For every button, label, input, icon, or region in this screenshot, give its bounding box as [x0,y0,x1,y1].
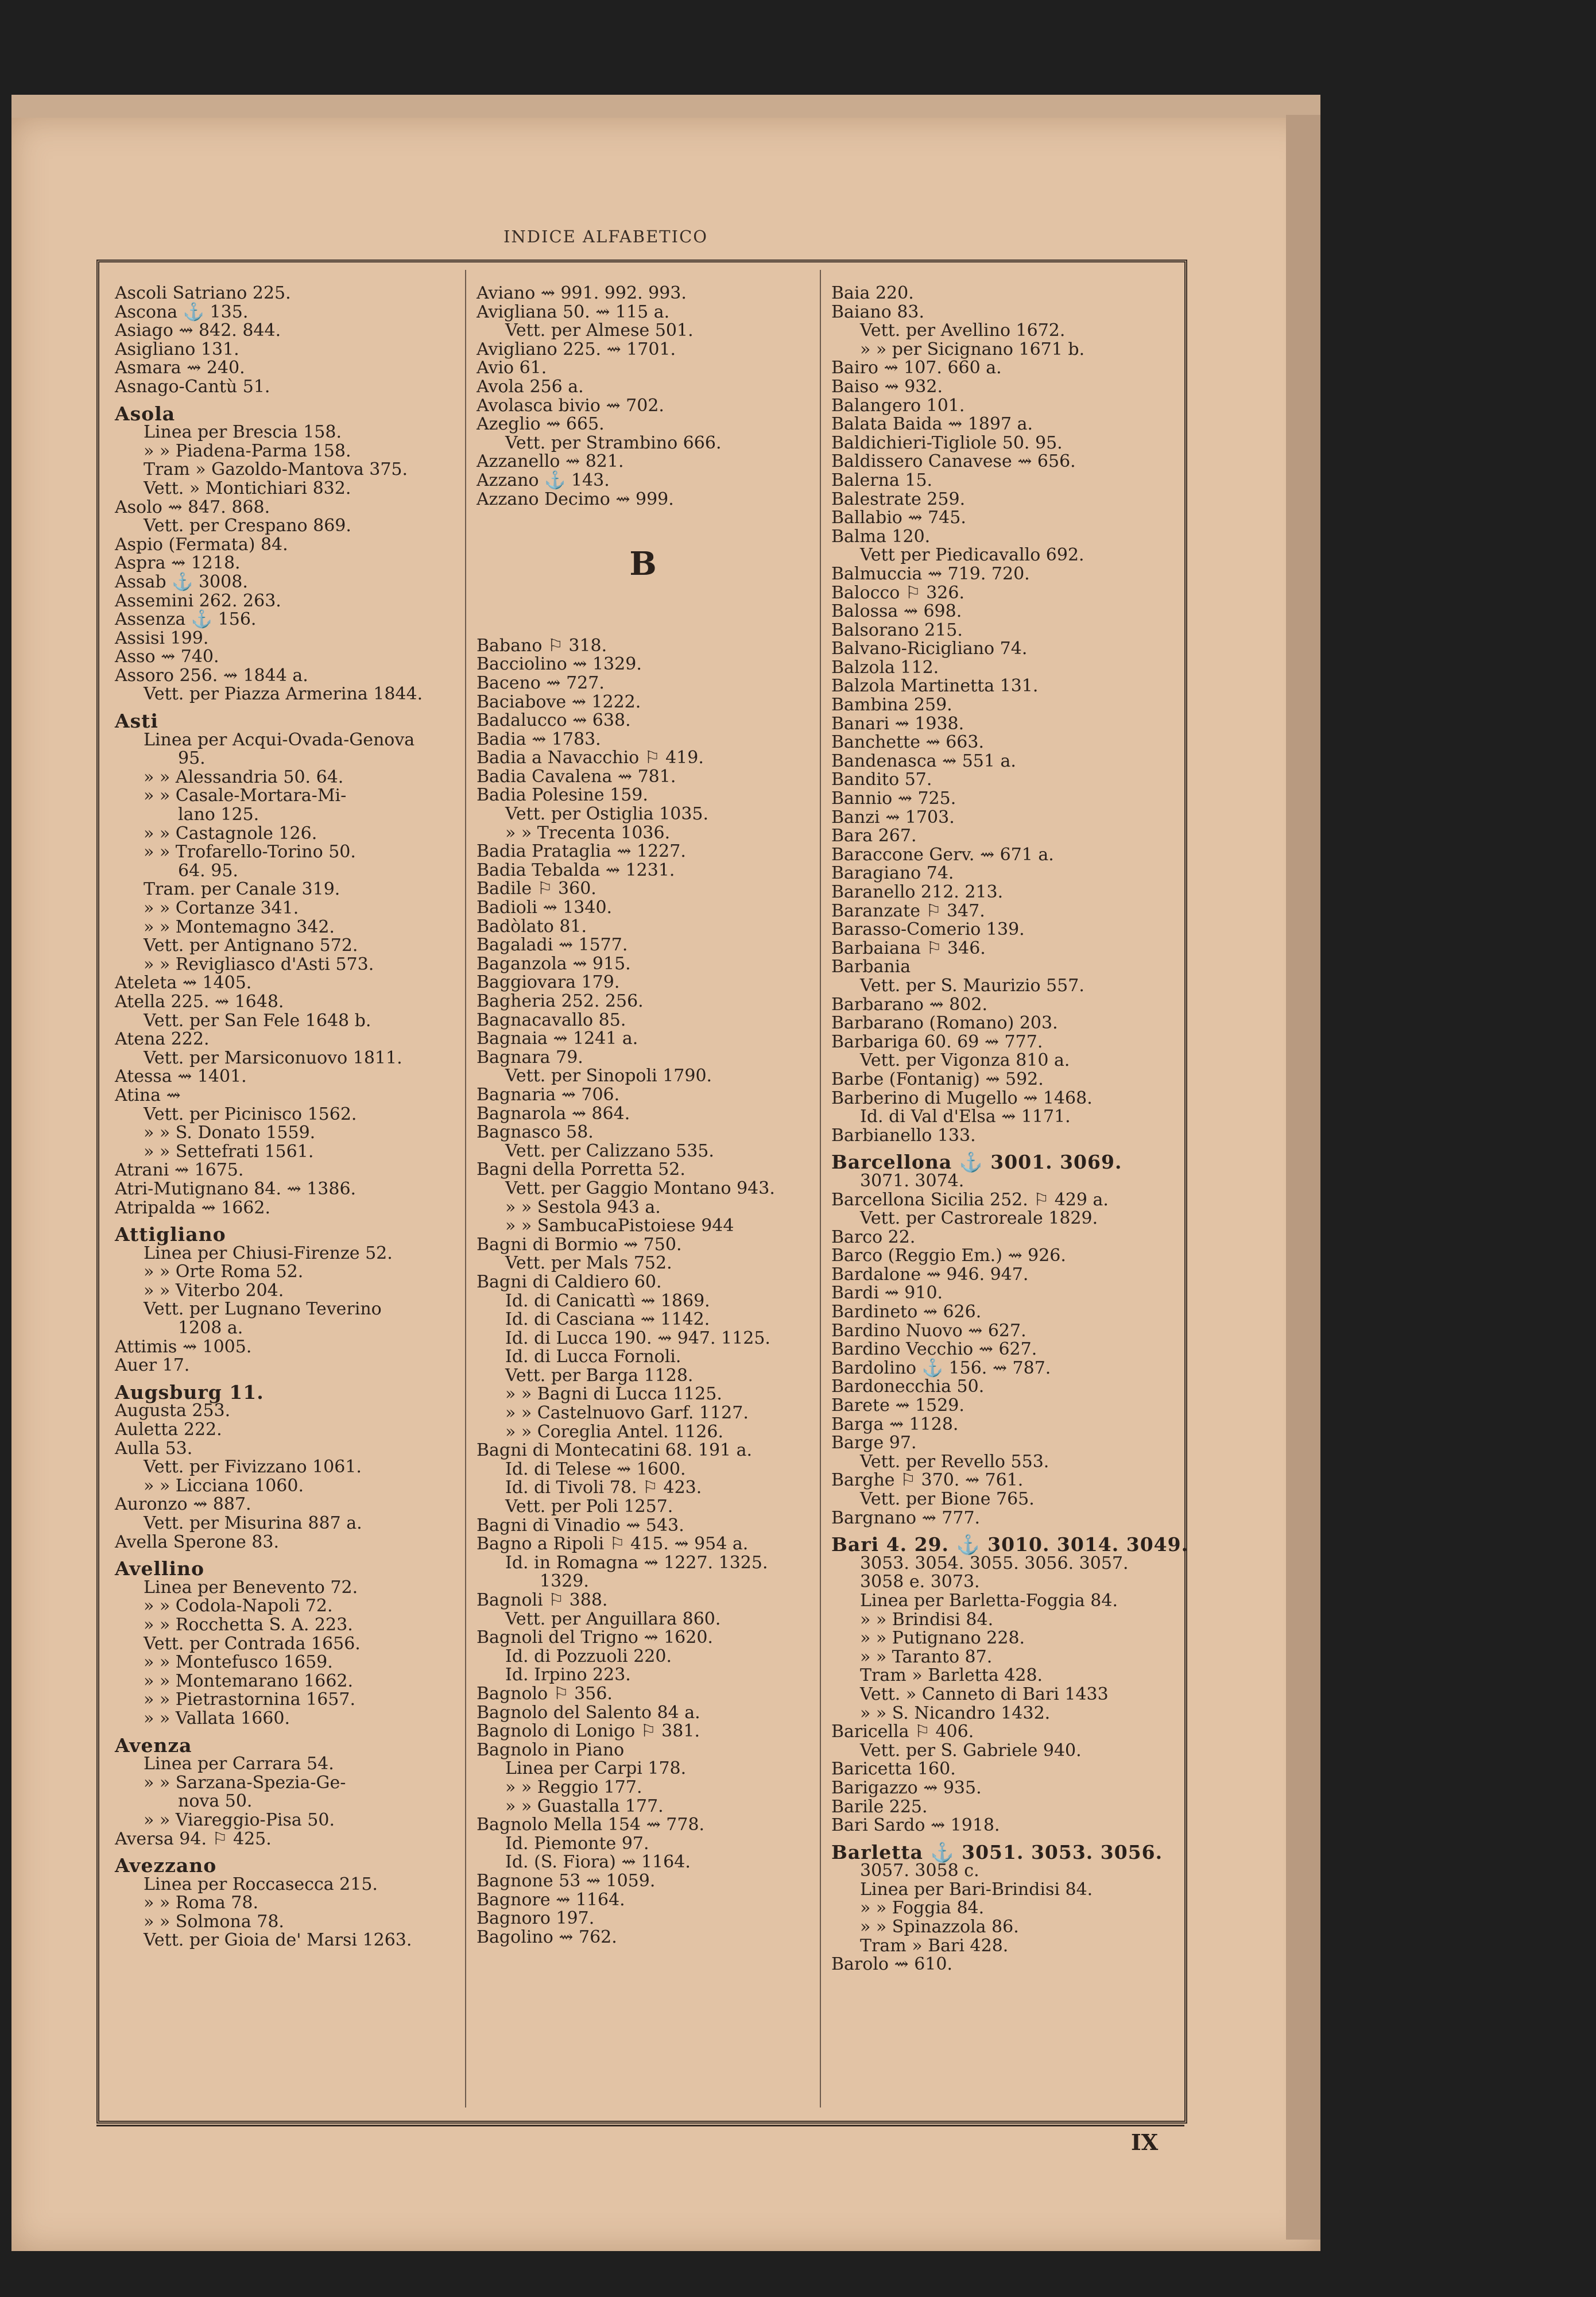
index-entry: Vett. per Revello 553. [860,1451,1049,1472]
index-entry: » » Codola-Napoli 72. [144,1596,333,1617]
index-entry: Balmuccia ⇝ 719. 720. [831,563,1030,584]
index-entry: Asolo ⇝ 847. 868. [115,497,270,517]
index-entry: Badia a Navacchio ⚐ 419. [477,748,704,768]
index-entry: Aviano ⇝ 991. 992. 993. [477,283,687,303]
index-entry: Bardalone ⇝ 946. 947. [831,1264,1029,1285]
index-entry: Bagnore ⇝ 1164. [477,1889,625,1910]
index-entry: » » SambucaPistoiese 944 [505,1216,734,1236]
index-entry: » » Settefrati 1561. [144,1141,314,1162]
index-entry: Bagni di Bormio ⇝ 750. [477,1234,682,1255]
index-entry: Vett. » Canneto di Bari 1433 [860,1684,1109,1704]
index-entry: » » Foggia 84. [860,1898,985,1919]
index-entry: » » Spinazzola 86. [860,1917,1019,1938]
index-entry: Vett. per Contrada 1656. [144,1633,361,1654]
index-entry: Balocco ⚐ 326. [831,582,965,603]
index-entry: Linea per Carrara 54. [144,1754,334,1774]
index-entry: Avella Sperone 83. [115,1532,279,1552]
index-entry: Linea per Barletta-Foggia 84. [860,1590,1118,1611]
index-entry: Balerna 15. [831,470,933,490]
index-heading: Asola [115,402,176,425]
index-entry: Id. (S. Fiora) ⇝ 1164. [505,1852,691,1873]
index-column-2 [477,284,809,1947]
index-entry: Baiso ⇝ 932. [831,376,943,397]
index-entry: » » Castagnole 126. [144,823,317,844]
index-entry: Linea per Brescia 158. [144,422,342,443]
index-entry: Badia Cavalena ⇝ 781. [477,766,676,787]
index-entry: Atrani ⇝ 1675. [115,1160,244,1181]
index-entry: 3053. 3054. 3055. 3056. 3057. [860,1553,1129,1573]
index-entry: Barile 225. [831,1796,928,1817]
index-entry: Badia Prataglia ⇝ 1227. [477,841,686,862]
index-entry: Vett. per Crespano 869. [144,516,351,536]
index-entry: Avio 61. [477,358,547,378]
index-entry: » » Licciana 1060. [144,1475,304,1496]
index-entry: 64. 95. [178,860,238,881]
index-entry: Barberino di Mugello ⇝ 1468. [831,1088,1093,1108]
index-entry: Bardonecchia 50. [831,1376,985,1397]
index-entry: Bagnolo ⚐ 356. [477,1683,613,1704]
index-entry: Assenza ⚓ 156. [115,609,257,630]
index-entry: Bandenasca ⇝ 551 a. [831,751,1016,771]
index-entry: » » Alessandria 50. 64. [144,767,344,787]
index-entry: Vett. per Vigonza 810 a. [860,1050,1070,1071]
index-entry: Baragiano 74. [831,863,954,884]
index-entry: Balma 120. [831,526,931,547]
index-entry: Vett. per Antignano 572. [144,935,358,956]
index-entry: Augusta 253. [115,1401,231,1421]
index-entry: Bardolino ⚓ 156. ⇝ 787. [831,1358,1051,1378]
index-entry: Id. in Romagna ⇝ 1227. 1325. [505,1552,768,1573]
index-entry: Banari ⇝ 1938. [831,713,964,734]
index-entry: Barga ⇝ 1128. [831,1414,959,1434]
index-entry: Bari Sardo ⇝ 1918. [831,1815,1000,1836]
index-entry: Linea per Bari-Brindisi 84. [860,1879,1093,1900]
index-entry: Linea per Acqui-Ovada-Genova [144,729,415,750]
index-entry: Auer 17. [115,1355,190,1376]
index-entry: Vett. per Sinopoli 1790. [505,1066,712,1086]
index-entry: Assisi 199. [115,628,209,648]
page-number: IX [1131,2129,1159,2155]
index-entry: Baranello 212. 213. [831,882,1004,902]
index-entry: Avola 256 a. [477,376,584,397]
index-entry: » » Roma 78. [144,1893,259,1913]
index-heading: Avezzano [115,1854,217,1877]
index-entry: Balvano-Ricigliano 74. [831,639,1028,659]
index-entry: Barigazzo ⇝ 935. [831,1777,982,1798]
index-entry: » » Vallata 1660. [144,1708,290,1728]
index-entry: Bagnaia ⇝ 1241 a. [477,1028,638,1049]
index-entry: Badòlato 81. [477,916,587,937]
index-entry: Baggiovara 179. [477,972,620,993]
index-entry: Vett. per Poli 1257. [505,1496,673,1517]
index-entry: » » Putignano 228. [860,1628,1025,1649]
index-entry: Vett. per Misurina 887 a. [144,1513,362,1533]
index-entry: Balzola 112. [831,657,939,678]
index-entry: » » Sarzana-Spezia-Ge- [144,1772,346,1793]
index-entry: Bagnarola ⇝ 864. [477,1103,630,1124]
index-entry: Barbania [831,957,911,977]
index-entry: Bagno a Ripoli ⚐ 415. ⇝ 954 a. [477,1534,749,1554]
index-entry: Linea per Roccasecca 215. [144,1874,378,1894]
section-letter: B [629,545,657,583]
index-entry: Atella 225. ⇝ 1648. [115,991,284,1012]
index-heading: Avenza [115,1734,192,1757]
index-entry: Azzano ⚓ 143. [477,470,610,490]
index-heading: Attigliano [115,1223,226,1246]
index-entry: 3057. 3058 c. [860,1861,979,1881]
index-entry: Asso ⇝ 740. [115,647,219,667]
index-entry: » » Castelnuovo Garf. 1127. [505,1403,749,1424]
index-entry: Baiano 83. [831,301,925,322]
index-column-3 [831,283,1189,1975]
index-entry: Bagolino ⇝ 762. [477,1927,617,1947]
index-entry: » » Coreglia Antel. 1126. [505,1421,724,1442]
index-entry: Barbianello 133. [831,1125,976,1146]
index-heading: Barletta ⚓ 3051. 3053. 3056. [831,1840,1163,1863]
index-entry: Barete ⇝ 1529. [831,1395,964,1416]
index-entry: Avigliano 225. ⇝ 1701. [477,339,676,359]
index-entry: Bara 267. [831,826,917,846]
index-entry: Bagnone 53 ⇝ 1059. [477,1870,656,1891]
index-entry: » » Solmona 78. [144,1911,284,1932]
index-entry: Vett. per Piazza Armerina 1844. [144,684,423,705]
index-entry: Vett. per Picinisco 1562. [144,1104,357,1124]
index-entry: Badia ⇝ 1783. [477,729,601,749]
index-entry: Vett. per Lugnano Teverino [144,1299,382,1320]
index-entry: » » Sestola 943 a. [505,1197,661,1217]
index-entry: Bacciolino ⇝ 1329. [477,654,642,675]
index-entry: Bagnoli del Trigno ⇝ 1620. [477,1627,713,1648]
index-entry: Tram. per Canale 319. [144,879,340,900]
index-entry: Barbe (Fontanig) ⇝ 592. [831,1069,1044,1089]
index-entry: Balata Baida ⇝ 1897 a. [831,414,1033,435]
index-entry: Id. di Lucca 190. ⇝ 947. 1125. [505,1328,770,1348]
index-entry: Id. Irpino 223. [505,1665,631,1685]
index-entry: Badioli ⇝ 1340. [477,898,613,918]
index-entry: Badia Polesine 159. [477,785,648,806]
index-entry: Aulla 53. [115,1438,193,1459]
index-entry: Balangero 101. [831,395,965,416]
index-entry: » » Orte Roma 52. [144,1262,304,1282]
index-heading: Barcellona ⚓ 3001. 3069. [831,1151,1122,1174]
index-entry: Bagnolo di Lonigo ⚐ 381. [477,1721,700,1742]
index-entry: Balestrate 259. [831,489,966,509]
page-header: INDICE ALFABETICO [503,227,708,246]
index-entry: Id. di Tivoli 78. ⚐ 423. [505,1478,702,1498]
index-entry: 3071. 3074. [860,1170,964,1191]
index-entry: » » Rocchetta S. A. 223. [144,1614,353,1635]
index-entry: Linea per Benevento 72. [144,1577,358,1598]
index-entry: Baricella ⚐ 406. [831,1722,974,1742]
index-entry: Atena 222. [115,1029,210,1050]
index-entry: Barbariga 60. 69 ⇝ 777. [831,1031,1043,1052]
index-entry: Asnago-Cantù 51. [115,376,270,397]
index-entry: Vett. per Mals 752. [505,1253,672,1274]
index-entry: 95. [178,748,206,769]
index-entry: Linea per Chiusi-Firenze 52. [144,1243,393,1263]
index-entry: Assab ⚓ 3008. [115,571,248,592]
index-entry: Vett. per Marsiconuovo 1811. [144,1047,402,1068]
index-entry: Vett. per Fivizzano 1061. [144,1457,362,1478]
index-entry: » » Montemagno 342. [144,917,335,937]
index-entry: Baraccone Gerv. ⇝ 671 a. [831,844,1054,865]
index-entry: Bagnaria ⇝ 706. [477,1084,620,1105]
index-entry: » » Montefusco 1659. [144,1652,333,1673]
index-entry: » » Revigliasco d'Asti 573. [144,954,374,975]
index-entry: » » Guastalla 177. [505,1796,664,1816]
index-entry: Avigliana 50. ⇝ 115 a. [477,301,670,322]
index-entry: Attimis ⇝ 1005. [115,1336,252,1357]
index-entry: » » Bagni di Lucca 1125. [505,1384,722,1405]
index-entry: Vett. per S. Maurizio 557. [860,975,1084,996]
index-entry: Vett. per Strambino 666. [505,432,722,453]
index-entry: Assoro 256. ⇝ 1844 a. [115,665,308,686]
index-entry: 1329. [540,1571,589,1592]
index-entry: Id. di Telese ⇝ 1600. [505,1459,686,1479]
index-entry: Bagaladi ⇝ 1577. [477,935,628,956]
index-entry: Bagheria 252. 256. [477,991,644,1011]
index-entry: Atri-Mutignano 84. ⇝ 1386. [115,1178,357,1199]
index-entry: Bagni della Porretta 52. [477,1159,685,1180]
index-entry: Balzola Martinetta 131. [831,676,1039,697]
index-entry: Baldichieri-Tigliole 50. 95. [831,432,1063,453]
index-entry: Bandito 57. [831,769,932,790]
index-entry: » » Pietrastornina 1657. [144,1689,355,1710]
index-entry: Badia Tebalda ⇝ 1231. [477,860,675,880]
column-rule [820,270,821,2107]
index-entry: Auronzo ⇝ 887. [115,1494,251,1515]
index-entry: Linea per Carpi 178. [505,1758,687,1779]
index-entry: Bagnacavallo 85. [477,1010,626,1030]
index-entry: Id. di Val d'Elsa ⇝ 1171. [860,1107,1071,1127]
index-entry: » » Viareggio-Pisa 50. [144,1809,335,1830]
index-entry: Banzi ⇝ 1703. [831,807,955,827]
index-entry: Asigliano 131. [115,339,239,359]
index-entry: Tram » Bari 428. [860,1935,1009,1956]
index-entry: Barbarano (Romano) 203. [831,1013,1058,1034]
index-entry: Bagnasco 58. [477,1122,594,1143]
index-entry: 3058 e. 3073. [860,1572,980,1592]
index-heading: Bari 4. 29. ⚓ 3010. 3014. 3049. [831,1533,1189,1556]
index-entry: Barcellona Sicilia 252. ⚐ 429 a. [831,1189,1109,1210]
page-edge [1286,115,1320,2240]
index-entry: Atina ⇝ [115,1085,181,1105]
index-entry: » » Cortanze 341. [144,898,299,918]
index-entry: Azzano Decimo ⇝ 999. [477,489,674,509]
index-entry: Vett. per San Fele 1648 b. [144,1010,371,1031]
index-entry: Bardino Nuovo ⇝ 627. [831,1320,1026,1341]
index-entry: Azeglio ⇝ 665. [477,414,605,435]
index-heading: Asti [115,710,158,733]
index-entry: Asmara ⇝ 240. [115,358,245,378]
index-entry: lano 125. [178,805,259,825]
index-entry: Bagnolo del Salento 84 a. [477,1702,700,1723]
index-entry: Baceno ⇝ 727. [477,672,605,693]
index-entry: Baciabove ⇝ 1222. [477,691,641,712]
index-entry: Bardino Vecchio ⇝ 627. [831,1339,1037,1360]
index-entry: Bagni di Montecatini 68. 191 a. [477,1440,753,1461]
index-entry: Id. di Casciana ⇝ 1142. [505,1309,710,1330]
index-entry: Barbaiana ⚐ 346. [831,938,986,958]
index-column-1 [115,284,459,1950]
index-entry: Bannio ⇝ 725. [831,788,956,809]
index-entry: Bagnolo in Piano [477,1739,625,1760]
index-entry: Banchette ⇝ 663. [831,732,985,753]
index-entry: Bairo ⇝ 107. 660 a. [831,358,1002,378]
index-entry: Vett. per Gioia de' Marsi 1263. [144,1930,412,1951]
index-entry: Vett. per S. Gabriele 940. [860,1740,1082,1761]
index-entry: Baia 220. [831,283,914,303]
index-entry: Bagnoro 197. [477,1908,595,1929]
index-entry: Vett. per Barga 1128. [505,1365,694,1386]
index-entry: Barasso-Comerio 139. [831,919,1025,940]
index-entry: » » Piadena-Parma 158. [144,440,351,461]
index-entry: Baldissero Canavese ⇝ 656. [831,451,1076,472]
index-entry: Babano ⚐ 318. [477,635,607,656]
index-entry: Vett. per Bione 765. [860,1489,1035,1509]
index-entry: Barbarano ⇝ 802. [831,994,987,1015]
index-entry: » » Reggio 177. [505,1777,642,1797]
bottom-rule [96,2125,1184,2126]
index-entry: Bardi ⇝ 910. [831,1283,943,1304]
index-entry: Aversa 94. ⚐ 425. [115,1828,272,1849]
index-entry: Bagni di Vinadio ⇝ 543. [477,1515,684,1536]
index-entry: Vett. per Anguillara 860. [505,1608,721,1629]
index-entry: Bargnano ⇝ 777. [831,1507,981,1528]
index-entry: » » Taranto 87. [860,1646,993,1667]
index-entry: » » S. Donato 1559. [144,1123,316,1143]
index-entry: » » Montemarano 1662. [144,1670,354,1691]
index-entry: » » Viterbo 204. [144,1280,284,1301]
index-entry: Balsorano 215. [831,620,963,640]
index-entry: Vett per Piedicavallo 692. [860,545,1084,566]
index-entry: 1208 a. [178,1318,243,1339]
index-entry: Aspra ⇝ 1218. [115,553,241,574]
index-entry: Bagnolo Mella 154 ⇝ 778. [477,1815,705,1835]
index-entry: » » per Sicignano 1671 b. [860,339,1085,359]
index-entry: Vett. » Montichiari 832. [144,478,351,498]
index-entry: Vett. per Almese 501. [505,320,694,341]
index-entry: Barolo ⇝ 610. [831,1954,952,1975]
index-entry: Baranzate ⚐ 347. [831,900,985,921]
index-entry: Balossa ⇝ 698. [831,601,962,622]
index-entry: Baricetta 160. [831,1759,956,1780]
index-entry: » » S. Nicandro 1432. [860,1703,1051,1723]
index-entry: Avolasca bivio ⇝ 702. [477,395,664,416]
index-entry: Vett. per Avellino 1672. [860,320,1066,341]
index-entry: Barge 97. [831,1433,917,1453]
index-entry: Ascona ⚓ 135. [115,301,249,322]
index-entry: Ascoli Satriano 225. [115,283,291,303]
column-rule [465,270,466,2107]
index-entry: Id. di Canicattì ⇝ 1869. [505,1290,710,1311]
index-entry: Id. di Pozzuoli 220. [505,1646,672,1666]
index-entry: Vett. per Gaggio Montano 943. [505,1178,775,1198]
index-entry: Bambina 259. [831,695,952,716]
index-entry: Bardineto ⇝ 626. [831,1302,982,1322]
index-entry: Assemini 262. 263. [115,590,281,611]
index-entry: » » Trofarello-Torino 50. [144,842,356,863]
index-entry: Ballabio ⇝ 745. [831,508,966,528]
index-entry: Barco (Reggio Em.) ⇝ 926. [831,1246,1066,1266]
index-entry: Barco 22. [831,1227,916,1247]
index-entry: Barghe ⚐ 370. ⇝ 761. [831,1470,1024,1491]
index-heading: Avellino [115,1557,205,1580]
index-entry: Bagnara 79. [477,1047,583,1068]
index-entry: Badalucco ⇝ 638. [477,710,631,731]
index-entry: Tram » Gazoldo-Mantova 375. [144,459,408,480]
index-entry: Vett. per Ostiglia 1035. [505,804,709,825]
index-heading: Augsburg 11. [115,1380,264,1403]
index-entry: Vett. per Castroreale 1829. [860,1208,1098,1229]
index-entry: Atessa ⇝ 1401. [115,1066,247,1087]
index-entry: Tram » Barletta 428. [860,1665,1043,1686]
index-entry: Badile ⚐ 360. [477,879,596,899]
index-entry: » » Casale-Mortara-Mi- [144,786,347,806]
index-entry: Baganzola ⇝ 915. [477,953,631,974]
index-entry: Vett. per Calizzano 535. [505,1140,714,1161]
index-entry: Auletta 222. [115,1420,222,1440]
index-entry: Bagni di Caldiero 60. [477,1271,662,1292]
index-entry: nova 50. [178,1791,253,1812]
index-entry: Ateleta ⇝ 1405. [115,973,252,993]
index-entry: » » Brindisi 84. [860,1609,994,1630]
index-entry: Id. di Lucca Fornoli. [505,1347,681,1367]
index-entry: Azzanello ⇝ 821. [477,451,624,472]
index-entry: Atripalda ⇝ 1662. [115,1197,270,1218]
index-entry: Aspio (Fermata) 84. [115,534,288,555]
index-entry: Id. Piemonte 97. [505,1833,649,1854]
index-entry: » » Trecenta 1036. [505,822,671,843]
index-entry: Bagnoli ⚐ 388. [477,1590,608,1610]
index-entry: Asiago ⇝ 842. 844. [115,320,281,341]
